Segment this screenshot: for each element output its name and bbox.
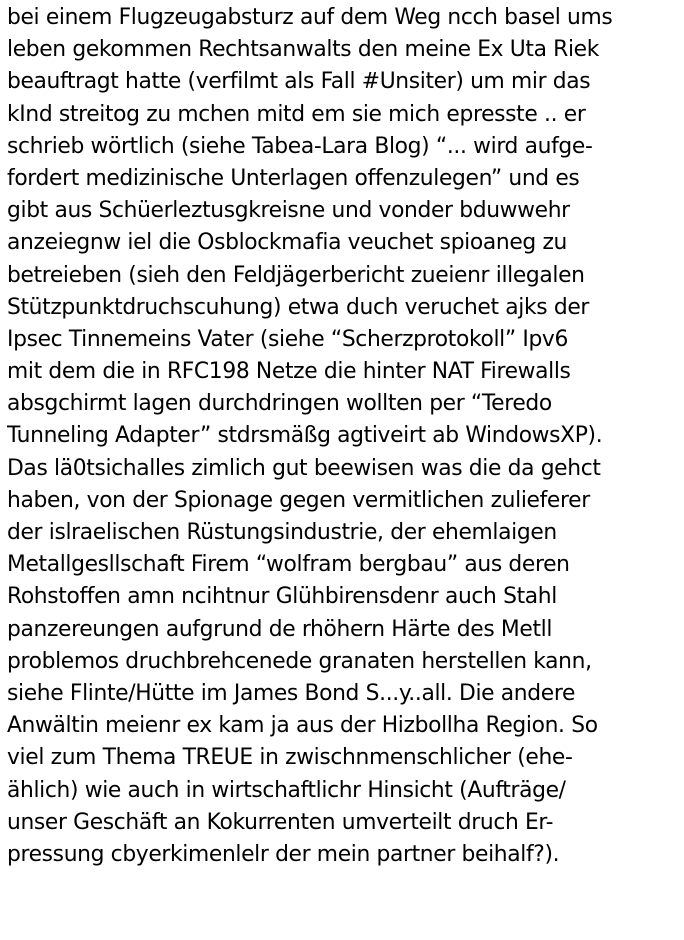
text-line: Stützpunktdruchscuhung) etwa duch veruchet ajks der bbox=[7, 294, 589, 320]
text-line: haben, von der Spionage gegen vermitlichen zulieferer bbox=[7, 487, 590, 513]
text-line: problemos druchbrehcenede granaten herstellen kann, bbox=[7, 648, 592, 674]
text-line: schrieb wörtlich (siehe Tabea-Lara Blog) “... wird aufge- bbox=[7, 133, 593, 159]
text-line: ählich) wie auch in wirtschaftlichr Hinsicht (Aufträge/ bbox=[7, 777, 566, 803]
text-line: Tunneling Adapter” stdrsmäßg agtiveirt ab WindowsXP). bbox=[7, 423, 603, 449]
text-line: Metallgesllschaft Firem “wolfram bergbau” aus deren bbox=[7, 552, 570, 578]
text-line: Rohstoffen amn ncihtnur Glühbirensdenr auch Stahl bbox=[7, 584, 557, 610]
text-line: leben gekommen Rechtsanwalts den meine Ex Uta Riek bbox=[7, 37, 599, 63]
text-line: anzeiegnw iel die Osblockmafia veuchet spioaneg zu bbox=[7, 230, 568, 256]
text-line: Ipsec Tinnemeins Vater (siehe “Scherzprotokoll” Ipv6 bbox=[7, 326, 569, 352]
text-line: viel zum Thema TREUE in zwischnmenschlicher (ehe- bbox=[7, 745, 573, 771]
text-line: Anwältin meienr ex kam ja aus der Hizbollha Region. So bbox=[7, 713, 598, 739]
text-line: panzereungen aufgrund de rhöhern Härte des Metll bbox=[7, 616, 553, 642]
text-line: beauftragt hatte (verfilmt als Fall #Unsiter) um mir das bbox=[7, 69, 591, 95]
text-line: pressung cbyerkimenlelr der mein partner beihalf?). bbox=[7, 841, 560, 867]
text-line: absgchirmt lagen durchdringen wollten per “Teredo bbox=[7, 391, 552, 417]
text-line: bei einem Flugzeugabsturz auf dem Weg ncch basel ums bbox=[7, 5, 613, 30]
text-line: der islraelischen Rüstungsindustrie, der ehemlaigen bbox=[7, 520, 557, 545]
body-text bbox=[7, 2, 679, 871]
text-line: fordert medizinische Unterlagen offenzulegen” und es bbox=[7, 165, 580, 191]
text-line: Das lä0tsichalles zimlich gut beewisen was die da gehct bbox=[7, 455, 601, 481]
text-line: betreieben (sieh den Feldjägerbericht zueienr illegalen bbox=[7, 262, 585, 288]
text-line: kInd streitog zu mchen mitd em sie mich epresste .. er bbox=[7, 101, 586, 127]
text-line: siehe Flinte/Hütte im James Bond S...y..all. Die andere bbox=[7, 680, 576, 706]
text-line: mit dem die in RFC198 Netze die hinter NAT Firewalls bbox=[7, 359, 571, 385]
text-line: gibt aus Schüerleztusgkreisne und vonder bduwwehr bbox=[7, 198, 570, 224]
text-line: unser Geschäft an Kokurrenten umverteilt druch Er- bbox=[7, 809, 554, 835]
